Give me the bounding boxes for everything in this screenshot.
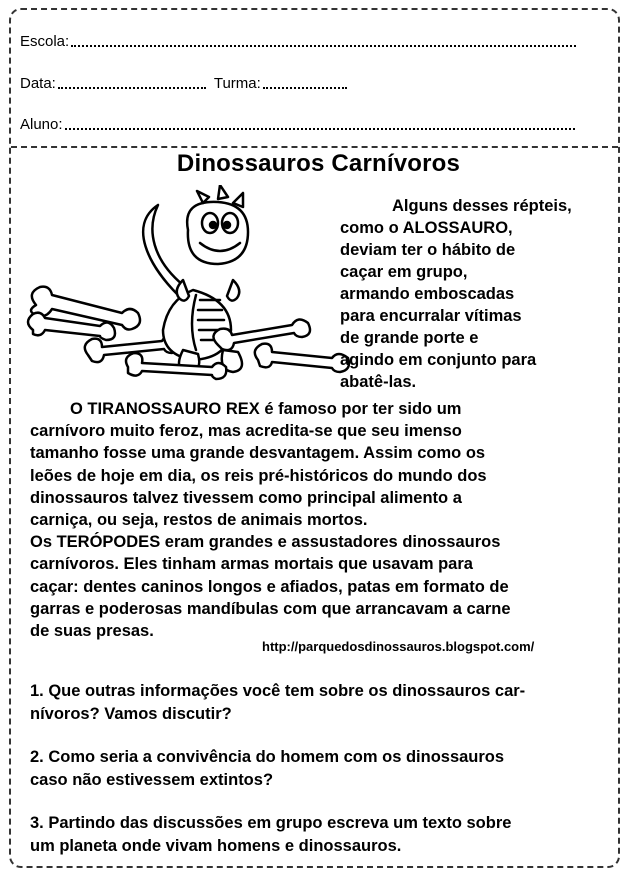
main-paragraph	[30, 398, 630, 642]
question-line: um planeta onde vivam homens e dinossauros.	[30, 836, 402, 855]
question-line: caso não estivessem extintos?	[30, 770, 274, 789]
body-line: dinossauros talvez tivessem como principal alimento a	[30, 488, 462, 507]
intro-paragraph	[340, 195, 615, 393]
school-label: Escola:	[20, 33, 70, 50]
body-line: carnívoros. Eles tinham armas mortais que usavam para	[30, 555, 473, 574]
student-label: Aluno:	[20, 116, 63, 133]
class-label: Turma:	[213, 75, 261, 92]
school-line[interactable]	[71, 45, 576, 47]
date-label: Data:	[20, 75, 56, 92]
question-line: nívoros? Vamos discutir?	[30, 704, 232, 723]
question-2	[30, 746, 630, 791]
question-3	[30, 812, 630, 857]
intro-line: caçar em grupo,	[340, 263, 468, 281]
student-line[interactable]	[65, 128, 575, 130]
question-1	[30, 680, 630, 725]
intro-line: agindo em conjunto para	[340, 351, 537, 369]
question-line: 1. Que outras informações você tem sobre os dinossauros car-	[30, 682, 526, 700]
body-line: caçar: dentes caninos longos e afiados, patas em formato de	[30, 577, 509, 596]
body-line: carniça, ou seja, restos de animais mortos.	[30, 511, 368, 530]
source-link[interactable]: http://parquedosdinossauros.blogspot.com/	[262, 639, 535, 654]
body-line: O TIRANOSSAURO REX é famoso por ter sido um	[70, 400, 462, 418]
body-line: tamanho fosse uma grande desvantagem. Assim como os	[30, 444, 486, 463]
body-line: garras e poderosas mandíbulas com que arrancavam a carne	[30, 599, 511, 618]
dinosaur-illustration-icon	[18, 185, 353, 385]
intro-line: para encurralar vítimas	[340, 307, 522, 325]
date-line[interactable]	[58, 87, 206, 89]
intro-line: armando emboscadas	[340, 285, 515, 303]
question-line: 2. Como seria a convivência do homem com os dinossauros	[30, 748, 505, 766]
body-line: leões de hoje em dia, os reis pré-históricos do mundo dos	[30, 466, 487, 485]
intro-line: deviam ter o hábito de	[340, 241, 516, 259]
date-class-field	[20, 75, 347, 92]
body-line: Os TERÓPODES eram grandes e assustadores dinossauros	[30, 533, 501, 552]
intro-line: como o ALOSSAURO,	[340, 219, 513, 237]
body-line: carnívoro muito feroz, mas acredita-se que seu imenso	[30, 422, 462, 441]
student-field[interactable]	[20, 116, 575, 133]
intro-line: Alguns desses répteis,	[392, 197, 572, 215]
page-title: Dinossauros Carnívoros	[176, 150, 461, 177]
header-separator	[11, 146, 618, 148]
class-line[interactable]	[263, 87, 347, 89]
body-line: de suas presas.	[30, 622, 154, 641]
question-line: 3. Partindo das discussões em grupo escreva um texto sobre	[30, 814, 512, 832]
intro-line: de grande porte e	[340, 329, 479, 347]
school-field[interactable]	[20, 33, 576, 50]
intro-line: abatê-las.	[340, 373, 417, 391]
